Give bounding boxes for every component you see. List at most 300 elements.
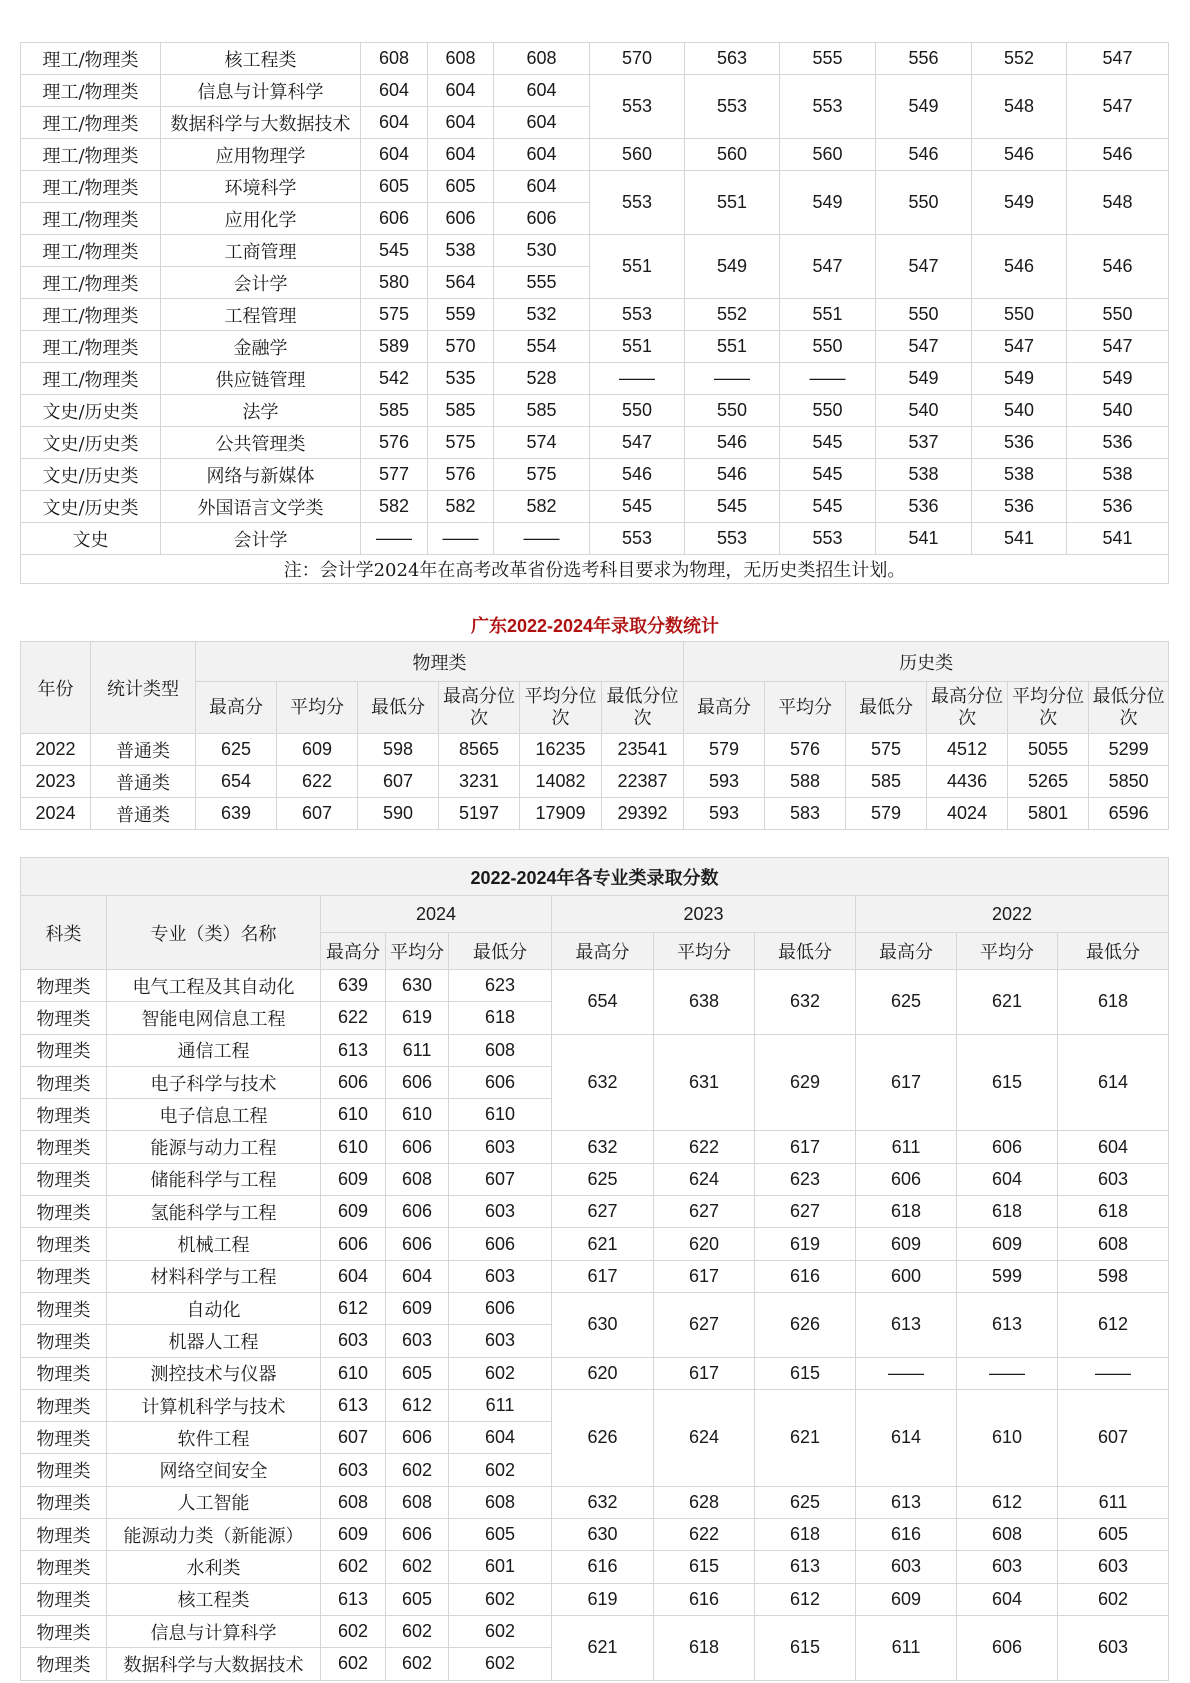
score-col-header: 最高分 bbox=[321, 933, 386, 970]
score-cell: 608 bbox=[957, 1519, 1058, 1551]
stat-value-cell: 5801 bbox=[1008, 798, 1089, 830]
score-cell: 613 bbox=[957, 1292, 1058, 1357]
category-cell: 理工/物理类 bbox=[21, 267, 161, 299]
score-cell: 612 bbox=[386, 1389, 449, 1421]
note-row bbox=[21, 555, 1169, 584]
stat-value-cell: 585 bbox=[846, 766, 927, 798]
stat-value-cell: 5197 bbox=[439, 798, 520, 830]
score-cell: 611 bbox=[856, 1615, 957, 1680]
score-cell: 614 bbox=[1058, 1034, 1169, 1131]
table2-body bbox=[21, 734, 1169, 830]
stat-value-cell: 3231 bbox=[439, 766, 520, 798]
score-cell: 620 bbox=[654, 1228, 755, 1260]
score-cell: 608 bbox=[494, 43, 590, 75]
score-cell: 609 bbox=[856, 1583, 957, 1615]
score-cell: 553 bbox=[590, 299, 685, 331]
major-name-cell: 智能电网信息工程 bbox=[107, 1002, 321, 1034]
table-row bbox=[21, 459, 1169, 491]
major-name-cell: 能源与动力工程 bbox=[107, 1131, 321, 1163]
score-cell: 540 bbox=[972, 395, 1067, 427]
category-cell: 理工/物理类 bbox=[21, 363, 161, 395]
major-name-cell: 法学 bbox=[161, 395, 361, 427]
score-cell: 607 bbox=[321, 1422, 386, 1454]
score-cell: 613 bbox=[755, 1551, 856, 1583]
major-name-cell: 机械工程 bbox=[107, 1228, 321, 1260]
major-name-cell: 环境科学 bbox=[161, 171, 361, 203]
score-cell: 555 bbox=[494, 267, 590, 299]
score-cell: 540 bbox=[876, 395, 972, 427]
score-cell: 582 bbox=[361, 491, 428, 523]
score-cell: 606 bbox=[386, 1131, 449, 1163]
score-cell: 547 bbox=[1067, 331, 1169, 363]
score-cell: 611 bbox=[449, 1389, 552, 1421]
score-cell: 632 bbox=[755, 970, 856, 1035]
score-cell: 582 bbox=[428, 491, 494, 523]
score-cell: 585 bbox=[361, 395, 428, 427]
score-cell: 609 bbox=[386, 1292, 449, 1324]
major-name-cell: 工商管理 bbox=[161, 235, 361, 267]
table-row bbox=[21, 75, 1169, 107]
score-cell: 611 bbox=[386, 1034, 449, 1066]
score-cell: 627 bbox=[654, 1196, 755, 1228]
score-cell: 550 bbox=[876, 299, 972, 331]
stat-value-cell: 5850 bbox=[1089, 766, 1169, 798]
score-cell: 553 bbox=[780, 75, 876, 139]
score-cell: 554 bbox=[494, 331, 590, 363]
score-cell: 549 bbox=[972, 363, 1067, 395]
stat-value-cell: 5299 bbox=[1089, 734, 1169, 766]
stat-value-cell: 609 bbox=[277, 734, 358, 766]
score-cell: 603 bbox=[321, 1454, 386, 1486]
score-cell: 602 bbox=[449, 1454, 552, 1486]
stat-type-cell: 普通类 bbox=[91, 734, 196, 766]
score-cell: 621 bbox=[957, 970, 1058, 1035]
category-cell: 理工/物理类 bbox=[21, 43, 161, 75]
score-cell: 611 bbox=[856, 1131, 957, 1163]
score-cell: 602 bbox=[386, 1648, 449, 1680]
table-row bbox=[21, 798, 1169, 830]
major-name-cell: 会计学 bbox=[161, 523, 361, 555]
category-cell: 理工/物理类 bbox=[21, 171, 161, 203]
score-cell: 606 bbox=[386, 1519, 449, 1551]
year-cell: 2022 bbox=[21, 734, 91, 766]
score-cell: 608 bbox=[1058, 1228, 1169, 1260]
score-cell: 563 bbox=[685, 43, 780, 75]
table-row bbox=[21, 491, 1169, 523]
score-cell: 604 bbox=[957, 1583, 1058, 1615]
score-cell: 546 bbox=[972, 139, 1067, 171]
table-row bbox=[21, 1260, 1169, 1292]
category-cell: 物理类 bbox=[21, 1519, 107, 1551]
score-cell: 627 bbox=[654, 1292, 755, 1357]
score-cell: 606 bbox=[386, 1228, 449, 1260]
table3-title: 2022-2024年各专业类录取分数 bbox=[21, 858, 1169, 896]
stat-value-cell: 5265 bbox=[1008, 766, 1089, 798]
score-cell: 604 bbox=[361, 75, 428, 107]
table-row bbox=[21, 1615, 1169, 1647]
score-cell: 549 bbox=[780, 171, 876, 235]
score-cell: 551 bbox=[685, 331, 780, 363]
score-cell: 570 bbox=[590, 43, 685, 75]
category-cell: 物理类 bbox=[21, 1066, 107, 1098]
score-cell: 612 bbox=[755, 1583, 856, 1615]
stat-value-cell: 16235 bbox=[520, 734, 602, 766]
score-cell: —— bbox=[957, 1357, 1058, 1389]
table1-body bbox=[21, 43, 1169, 584]
category-cell: 物理类 bbox=[21, 1454, 107, 1486]
table-row bbox=[21, 1389, 1169, 1421]
score-cell: 629 bbox=[755, 1034, 856, 1131]
score-cell: —— bbox=[780, 363, 876, 395]
score-cell: 577 bbox=[361, 459, 428, 491]
score-cell: 604 bbox=[386, 1260, 449, 1292]
score-cell: 550 bbox=[590, 395, 685, 427]
score-cell: 612 bbox=[1058, 1292, 1169, 1357]
score-cell: —— bbox=[494, 523, 590, 555]
score-cell: 564 bbox=[428, 267, 494, 299]
history-col-header: 最低分位次 bbox=[1089, 682, 1169, 734]
category-cell: 文史/历史类 bbox=[21, 459, 161, 491]
table-row bbox=[21, 1131, 1169, 1163]
header-major-name: 专业（类）名称 bbox=[107, 896, 321, 970]
score-cell: 603 bbox=[1058, 1163, 1169, 1195]
score-cell: 546 bbox=[1067, 235, 1169, 299]
score-cell: 622 bbox=[654, 1519, 755, 1551]
score-cell: 536 bbox=[876, 491, 972, 523]
category-cell: 理工/物理类 bbox=[21, 75, 161, 107]
table-row bbox=[21, 363, 1169, 395]
score-cell: 607 bbox=[1058, 1389, 1169, 1486]
score-cell: 638 bbox=[654, 970, 755, 1035]
score-cell: 602 bbox=[449, 1648, 552, 1680]
score-col-header: 平均分 bbox=[957, 933, 1058, 970]
major-name-cell: 氢能科学与工程 bbox=[107, 1196, 321, 1228]
category-cell: 物理类 bbox=[21, 1325, 107, 1357]
header-year-2023: 2023 bbox=[552, 896, 856, 933]
table-row bbox=[21, 1357, 1169, 1389]
stat-value-cell: 622 bbox=[277, 766, 358, 798]
major-name-cell: 核工程类 bbox=[107, 1583, 321, 1615]
score-cell: 600 bbox=[856, 1260, 957, 1292]
score-cell: 602 bbox=[1058, 1583, 1169, 1615]
score-cell: 615 bbox=[654, 1551, 755, 1583]
score-cell: 604 bbox=[321, 1260, 386, 1292]
stat-value-cell: 6596 bbox=[1089, 798, 1169, 830]
score-cell: 549 bbox=[876, 75, 972, 139]
score-cell: 536 bbox=[972, 427, 1067, 459]
major-name-cell: 会计学 bbox=[161, 267, 361, 299]
score-cell: 576 bbox=[428, 459, 494, 491]
score-cell: 603 bbox=[321, 1325, 386, 1357]
major-name-cell: 金融学 bbox=[161, 331, 361, 363]
score-cell: 621 bbox=[755, 1389, 856, 1486]
category-cell: 物理类 bbox=[21, 1260, 107, 1292]
category-cell: 理工/物理类 bbox=[21, 299, 161, 331]
category-cell: 文史/历史类 bbox=[21, 395, 161, 427]
score-cell: 604 bbox=[494, 171, 590, 203]
major-name-cell: 信息与计算科学 bbox=[107, 1615, 321, 1647]
score-cell: —— bbox=[1058, 1357, 1169, 1389]
score-cell: 613 bbox=[321, 1034, 386, 1066]
score-cell: 589 bbox=[361, 331, 428, 363]
score-cell: 603 bbox=[957, 1551, 1058, 1583]
major-name-cell: 网络空间安全 bbox=[107, 1454, 321, 1486]
header-year-2022: 2022 bbox=[856, 896, 1169, 933]
score-cell: 546 bbox=[685, 459, 780, 491]
physics-col-header: 最高分 bbox=[196, 682, 277, 734]
score-cell: 551 bbox=[685, 171, 780, 235]
score-cell: 602 bbox=[449, 1615, 552, 1647]
score-cell: 550 bbox=[1067, 299, 1169, 331]
physics-col-header: 平均分 bbox=[277, 682, 358, 734]
score-cell: 606 bbox=[386, 1066, 449, 1098]
major-name-cell: 数据科学与大数据技术 bbox=[161, 107, 361, 139]
score-cell: 547 bbox=[780, 235, 876, 299]
score-cell: 612 bbox=[321, 1292, 386, 1324]
score-cell: 624 bbox=[654, 1389, 755, 1486]
stat-value-cell: 5055 bbox=[1008, 734, 1089, 766]
table-row bbox=[21, 139, 1169, 171]
score-cell: 609 bbox=[321, 1196, 386, 1228]
score-cell: 580 bbox=[361, 267, 428, 299]
guangdong-stats-title: 广东2022-2024年录取分数统计 bbox=[470, 616, 720, 636]
score-cell: 618 bbox=[1058, 1196, 1169, 1228]
physics-col-header: 平均分位次 bbox=[520, 682, 602, 734]
category-cell: 物理类 bbox=[21, 1002, 107, 1034]
major-name-cell: 测控技术与仪器 bbox=[107, 1357, 321, 1389]
score-cell: 606 bbox=[957, 1615, 1058, 1680]
score-cell: 604 bbox=[957, 1163, 1058, 1195]
score-cell: 556 bbox=[876, 43, 972, 75]
table-row bbox=[21, 235, 1169, 267]
table-row bbox=[21, 1034, 1169, 1066]
score-cell: 615 bbox=[755, 1357, 856, 1389]
category-cell: 物理类 bbox=[21, 1131, 107, 1163]
score-cell: 575 bbox=[494, 459, 590, 491]
physics-col-header: 最低分位次 bbox=[602, 682, 684, 734]
physics-col-header: 最低分 bbox=[358, 682, 439, 734]
score-cell: 613 bbox=[856, 1486, 957, 1518]
score-cell: 545 bbox=[685, 491, 780, 523]
score-cell: 548 bbox=[972, 75, 1067, 139]
score-cell: 654 bbox=[552, 970, 654, 1035]
score-cell: 606 bbox=[449, 1228, 552, 1260]
major-name-cell: 能源动力类（新能源） bbox=[107, 1519, 321, 1551]
major-name-cell: 计算机科学与技术 bbox=[107, 1389, 321, 1421]
score-cell: 608 bbox=[361, 43, 428, 75]
score-cell: 541 bbox=[972, 523, 1067, 555]
score-cell: 630 bbox=[386, 970, 449, 1002]
year-cell: 2023 bbox=[21, 766, 91, 798]
score-cell: 618 bbox=[1058, 970, 1169, 1035]
score-cell: 610 bbox=[321, 1099, 386, 1131]
score-cell: 536 bbox=[972, 491, 1067, 523]
stat-value-cell: 593 bbox=[684, 798, 765, 830]
table-row bbox=[21, 523, 1169, 555]
category-cell: 理工/物理类 bbox=[21, 331, 161, 363]
table-row bbox=[21, 1163, 1169, 1195]
major-name-cell: 网络与新媒体 bbox=[161, 459, 361, 491]
score-cell: 551 bbox=[590, 235, 685, 299]
table-row bbox=[21, 1551, 1169, 1583]
score-cell: 614 bbox=[856, 1389, 957, 1486]
score-cell: 613 bbox=[856, 1292, 957, 1357]
major-name-cell: 机器人工程 bbox=[107, 1325, 321, 1357]
score-cell: 602 bbox=[321, 1615, 386, 1647]
score-cell: 630 bbox=[552, 1519, 654, 1551]
category-cell: 物理类 bbox=[21, 1228, 107, 1260]
score-cell: —— bbox=[590, 363, 685, 395]
major-name-cell: 自动化 bbox=[107, 1292, 321, 1324]
score-cell: 540 bbox=[1067, 395, 1169, 427]
score-cell: 538 bbox=[876, 459, 972, 491]
score-cell: 618 bbox=[449, 1002, 552, 1034]
score-cell: 610 bbox=[386, 1099, 449, 1131]
score-cell: 553 bbox=[685, 523, 780, 555]
score-cell: 598 bbox=[1058, 1260, 1169, 1292]
stat-value-cell: 598 bbox=[358, 734, 439, 766]
score-cell: 550 bbox=[685, 395, 780, 427]
score-cell: 547 bbox=[972, 331, 1067, 363]
score-cell: 609 bbox=[321, 1163, 386, 1195]
score-cell: 545 bbox=[590, 491, 685, 523]
category-cell: 物理类 bbox=[21, 1551, 107, 1583]
score-cell: 553 bbox=[590, 75, 685, 139]
score-cell: 619 bbox=[386, 1002, 449, 1034]
score-cell: 602 bbox=[321, 1648, 386, 1680]
stat-value-cell: 4024 bbox=[927, 798, 1008, 830]
score-cell: 546 bbox=[1067, 139, 1169, 171]
score-cell: 547 bbox=[876, 235, 972, 299]
score-cell: 605 bbox=[386, 1357, 449, 1389]
score-cell: 550 bbox=[972, 299, 1067, 331]
score-col-header: 最低分 bbox=[1058, 933, 1169, 970]
score-cell: 613 bbox=[321, 1583, 386, 1615]
score-cell: 622 bbox=[654, 1131, 755, 1163]
score-cell: 603 bbox=[449, 1325, 552, 1357]
score-cell: —— bbox=[685, 363, 780, 395]
score-cell: 609 bbox=[321, 1519, 386, 1551]
score-cell: 604 bbox=[494, 139, 590, 171]
category-cell: 物理类 bbox=[21, 1422, 107, 1454]
table-row bbox=[21, 1228, 1169, 1260]
score-cell: 551 bbox=[590, 331, 685, 363]
score-cell: 604 bbox=[449, 1422, 552, 1454]
stat-value-cell: 23541 bbox=[602, 734, 684, 766]
major-name-cell: 工程管理 bbox=[161, 299, 361, 331]
score-cell: 603 bbox=[856, 1551, 957, 1583]
stat-value-cell: 8565 bbox=[439, 734, 520, 766]
history-col-header: 平均分 bbox=[765, 682, 846, 734]
score-cell: 622 bbox=[321, 1002, 386, 1034]
score-cell: 552 bbox=[972, 43, 1067, 75]
category-cell: 理工/物理类 bbox=[21, 235, 161, 267]
score-cell: 610 bbox=[321, 1131, 386, 1163]
score-cell: 547 bbox=[590, 427, 685, 459]
score-cell: 553 bbox=[590, 171, 685, 235]
score-cell: 606 bbox=[856, 1163, 957, 1195]
category-cell: 物理类 bbox=[21, 1615, 107, 1647]
stat-value-cell: 590 bbox=[358, 798, 439, 830]
score-cell: 602 bbox=[449, 1583, 552, 1615]
score-cell: 601 bbox=[449, 1551, 552, 1583]
score-cell: —— bbox=[428, 523, 494, 555]
score-cell: 609 bbox=[957, 1228, 1058, 1260]
table-row bbox=[21, 1292, 1169, 1324]
score-cell: 602 bbox=[321, 1551, 386, 1583]
score-cell: 632 bbox=[552, 1486, 654, 1518]
history-col-header: 平均分位次 bbox=[1008, 682, 1089, 734]
stat-value-cell: 654 bbox=[196, 766, 277, 798]
table-row bbox=[21, 970, 1169, 1002]
stat-value-cell: 22387 bbox=[602, 766, 684, 798]
score-cell: 549 bbox=[685, 235, 780, 299]
score-cell: 602 bbox=[386, 1615, 449, 1647]
score-cell: 616 bbox=[552, 1551, 654, 1583]
score-cell: 602 bbox=[449, 1357, 552, 1389]
table3-body bbox=[21, 970, 1169, 1681]
score-cell: 627 bbox=[755, 1196, 856, 1228]
score-cell: 608 bbox=[386, 1486, 449, 1518]
score-cell: 546 bbox=[972, 235, 1067, 299]
score-cell: 606 bbox=[494, 203, 590, 235]
score-cell: 605 bbox=[361, 171, 428, 203]
score-cell: 547 bbox=[1067, 75, 1169, 139]
category-cell: 物理类 bbox=[21, 970, 107, 1002]
header-history: 历史类 bbox=[684, 642, 1169, 682]
score-cell: 553 bbox=[685, 75, 780, 139]
score-cell: 545 bbox=[361, 235, 428, 267]
category-cell: 物理类 bbox=[21, 1163, 107, 1195]
score-cell: 617 bbox=[856, 1034, 957, 1131]
score-cell: 611 bbox=[1058, 1486, 1169, 1518]
score-cell: 617 bbox=[755, 1131, 856, 1163]
major-name-cell: 人工智能 bbox=[107, 1486, 321, 1518]
category-cell: 物理类 bbox=[21, 1099, 107, 1131]
score-cell: 604 bbox=[428, 75, 494, 107]
score-cell: 628 bbox=[654, 1486, 755, 1518]
header-year-2024: 2024 bbox=[321, 896, 552, 933]
score-cell: 555 bbox=[780, 43, 876, 75]
history-col-header: 最高分位次 bbox=[927, 682, 1008, 734]
table-row bbox=[21, 734, 1169, 766]
score-cell: 538 bbox=[972, 459, 1067, 491]
table-row bbox=[21, 1196, 1169, 1228]
score-cell: 616 bbox=[856, 1519, 957, 1551]
score-cell: 616 bbox=[654, 1583, 755, 1615]
score-cell: 545 bbox=[780, 427, 876, 459]
table-row bbox=[21, 43, 1169, 75]
score-cell: 617 bbox=[552, 1260, 654, 1292]
score-cell: 619 bbox=[755, 1228, 856, 1260]
score-cell: 606 bbox=[386, 1422, 449, 1454]
stat-value-cell: 607 bbox=[358, 766, 439, 798]
stat-value-cell: 17909 bbox=[520, 798, 602, 830]
score-cell: 606 bbox=[428, 203, 494, 235]
stat-value-cell: 607 bbox=[277, 798, 358, 830]
category-cell: 物理类 bbox=[21, 1583, 107, 1615]
score-cell: 546 bbox=[876, 139, 972, 171]
major-name-cell: 公共管理类 bbox=[161, 427, 361, 459]
score-cell: 626 bbox=[755, 1292, 856, 1357]
stat-value-cell: 588 bbox=[765, 766, 846, 798]
score-cell: 553 bbox=[780, 523, 876, 555]
score-cell: 575 bbox=[361, 299, 428, 331]
score-cell: 549 bbox=[876, 363, 972, 395]
major-name-cell: 应用物理学 bbox=[161, 139, 361, 171]
category-cell: 文史/历史类 bbox=[21, 491, 161, 523]
score-cell: 605 bbox=[386, 1583, 449, 1615]
